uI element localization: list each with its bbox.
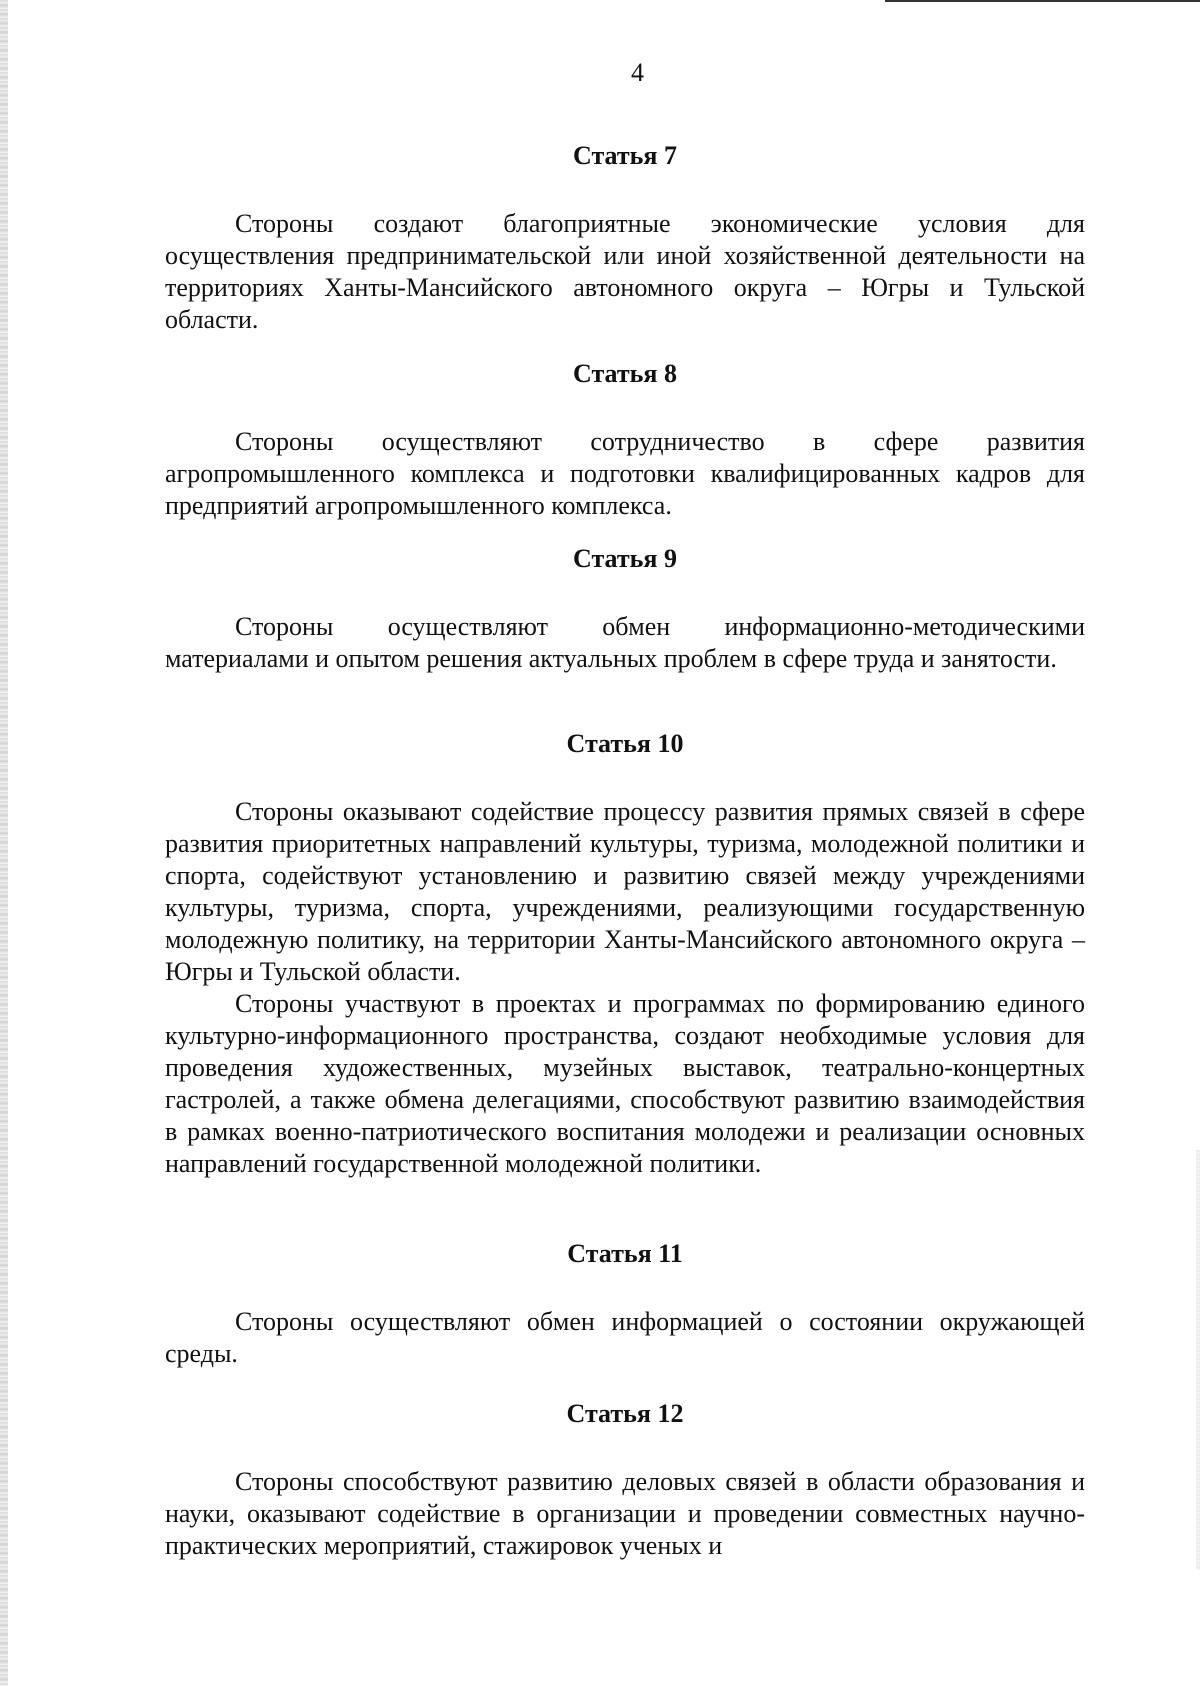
article-paragraph: Стороны осуществляют сотрудничество в сфере развития агропромышленного комплекса и подготовки квалифицированных кадров для предприятий агропромышленного комплекса. — [165, 427, 1085, 520]
article-9 — [165, 543, 1085, 675]
scan-edge-right — [1196, 1150, 1200, 1570]
article-heading: Статья 12 — [566, 1399, 684, 1428]
article-paragraph: Стороны оказывают содействие процессу развития прямых связей в сфере развития приоритетных направлений культуры, туризма, молодежной политики и спорта, содействуют установлению и развитию связей между учреждениями культуры, туризма, спорта, учреждениями, реализующими государственную молодежную политику, на территории Ханты-Мансийского автономного округа – Югры и Тульской области. — [165, 797, 1085, 986]
article-heading: Статья 11 — [567, 1239, 683, 1268]
article-7 — [165, 140, 1085, 336]
article-12 — [165, 1398, 1085, 1562]
article-heading: Статья 7 — [573, 141, 677, 170]
scan-edge-left — [0, 0, 8, 1686]
article-8 — [165, 358, 1085, 522]
article-paragraph: Стороны осуществляют обмен информационно-методическими материалами и опытом решения актуальных проблем в сфере труда и занятости. — [165, 612, 1085, 673]
article-11 — [165, 1238, 1085, 1370]
article-heading: Статья 8 — [573, 359, 677, 388]
article-heading: Статья 10 — [566, 729, 684, 758]
article-paragraph: Стороны участвуют в проектах и программах по формированию единого культурно-информационного пространства, создают необходимые условия для проведения художественных, музейных выставок, театрально-концертных гастролей, а также обмена делегациями, способствуют развитию взаимодействия в рамках военно-патриотического воспитания молодежи и реализации основных направлений государственной молодежной политики. — [165, 989, 1085, 1178]
page-number: 4 — [631, 58, 644, 87]
article-paragraph: Стороны создают благоприятные экономические условия для осуществления предпринимательской или иной хозяйственной деятельности на территориях Ханты-Мансийского автономного округа – Югры и Тульской области. — [165, 209, 1085, 334]
article-paragraph: Стороны способствуют развитию деловых связей в области образования и науки, оказывают содействие в организации и проведении совместных научно-практических мероприятий, стажировок ученых и — [165, 1467, 1085, 1560]
article-paragraph: Стороны осуществляют обмен информацией о состоянии окружающей среды. — [165, 1307, 1085, 1368]
article-10 — [165, 728, 1085, 1180]
article-heading: Статья 9 — [573, 544, 677, 573]
top-rule — [885, 0, 1200, 2]
